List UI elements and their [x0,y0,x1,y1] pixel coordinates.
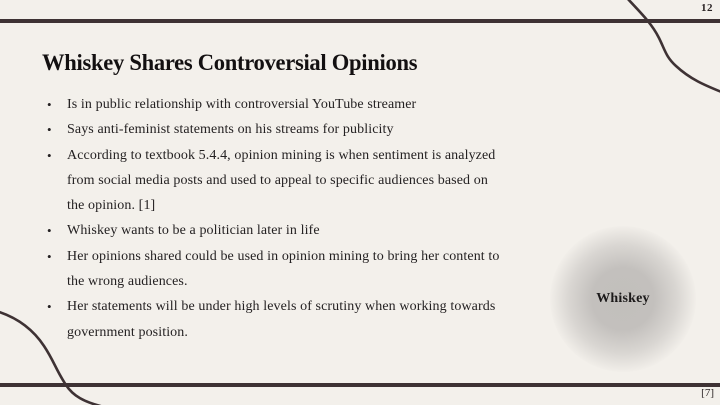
bullet-marker: • [47,97,52,112]
bullet-item [47,294,552,345]
bullet-line: from social media posts and used to appeal to specific audiences based on [67,172,488,188]
bullet-item [47,92,552,117]
page-number: 12 [701,2,713,14]
bullet-line: government position. [67,324,188,340]
bullet-item [47,244,552,295]
bullet-line: Her opinions shared could be used in opinion mining to bring her content to [67,248,500,264]
bullet-item [47,117,552,142]
bullet-marker: • [47,299,52,315]
speaker-label: Whiskey [596,291,650,306]
citation-reference: [7] [701,387,714,399]
bullet-item [47,143,552,219]
bullet-line: Her statements will be under high levels of scrutiny when working towards [67,299,496,315]
speaker-gradient-blob [550,226,696,372]
bullet-marker: • [47,147,52,163]
top-divider-line [0,19,720,23]
bullet-marker: • [47,223,52,239]
bullet-line: Says anti-feminist statements on his streams for publicity [67,122,394,138]
bullet-marker: • [47,248,52,264]
slide-title: Whiskey Shares Controversial Opinions [42,50,418,76]
bullet-line: Whiskey wants to be a politician later in life [67,223,320,239]
bullet-item [47,218,552,243]
bullet-marker: • [47,122,52,138]
bullet-line: the wrong audiences. [67,274,188,290]
bullet-line: According to textbook 5.4.4, opinion mining is when sentiment is analyzed [67,147,496,163]
bullet-line: the opinion. [1] [67,198,156,214]
bottom-divider-line [0,383,720,387]
bullet-list [47,92,552,345]
bullet-line: Is in public relationship with controversial YouTube streamer [67,97,417,112]
